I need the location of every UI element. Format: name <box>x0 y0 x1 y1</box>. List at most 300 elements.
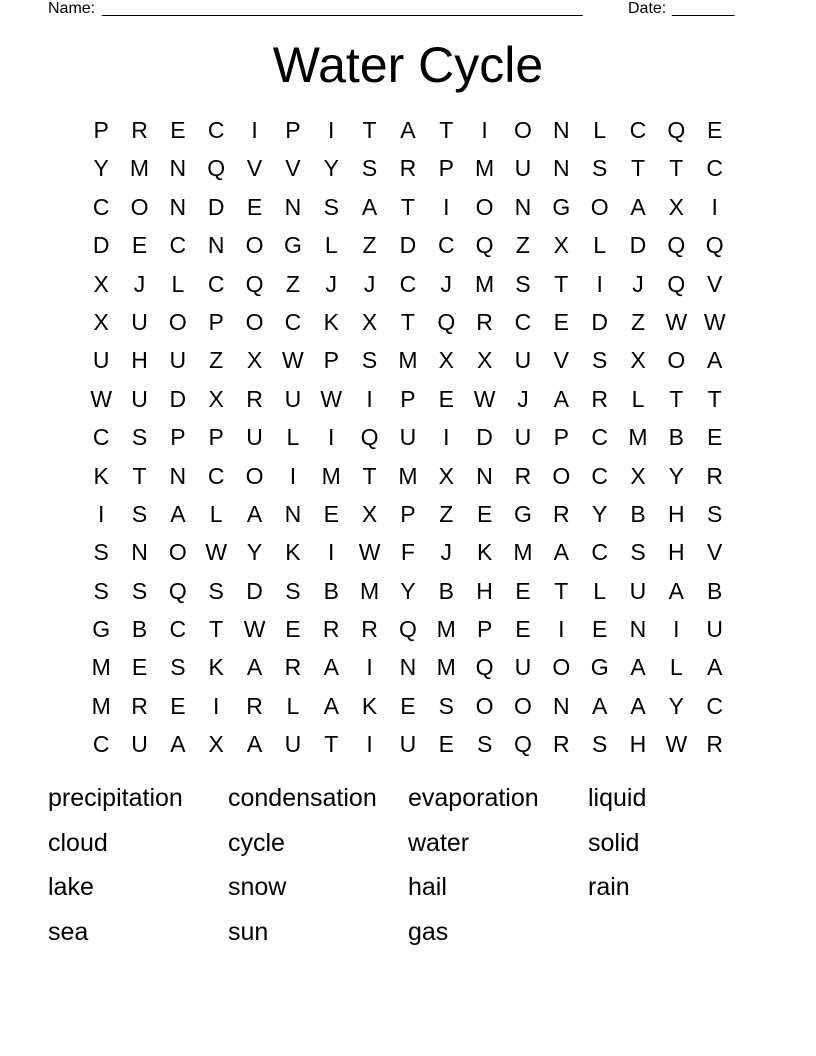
grid-letter: W <box>90 385 113 412</box>
grid-letter: W <box>665 731 688 758</box>
grid-letter: R <box>322 616 340 643</box>
grid-letter: T <box>132 462 147 489</box>
grid-letter: A <box>707 347 723 374</box>
grid-row <box>82 303 734 341</box>
grid-letter: A <box>246 654 263 681</box>
grid-letter: X <box>438 462 454 489</box>
word-bank-item: snow <box>228 873 287 901</box>
grid-letter: A <box>630 193 646 220</box>
grid-letter: R <box>591 385 608 412</box>
grid-letter: D <box>629 232 647 259</box>
grid-letter: J <box>440 270 453 297</box>
grid-letter: O <box>168 308 187 335</box>
word-bank-item: liquid <box>588 784 647 812</box>
grid-letter: R <box>552 731 570 758</box>
grid-letter: N <box>552 155 570 182</box>
grid-letter: Y <box>323 155 339 182</box>
grid-letter: Y <box>246 539 263 566</box>
grid-letter: D <box>591 308 608 335</box>
word-bank-item: gas <box>408 917 449 946</box>
grid-letter: C <box>399 270 417 297</box>
grid-letter: I <box>711 193 718 220</box>
grid-letter: L <box>286 692 300 719</box>
grid-letter: E <box>591 616 608 643</box>
grid-letter: J <box>517 385 529 412</box>
grid-letter: S <box>630 539 646 566</box>
grid-letter: X <box>361 500 378 527</box>
grid-letter: O <box>245 462 264 489</box>
grid-letter: S <box>323 193 339 220</box>
date-label: Date: <box>628 0 667 17</box>
word-bank-item: cycle <box>228 828 285 857</box>
grid-letter: E <box>707 117 723 143</box>
grid-letter: R <box>706 462 723 489</box>
grid-letter: U <box>629 577 647 604</box>
grid-letter: X <box>553 232 569 259</box>
grid-letter: M <box>398 462 418 489</box>
grid-letter: S <box>707 500 723 527</box>
grid-letter: S <box>131 424 148 451</box>
grid-letter: Q <box>667 117 686 143</box>
grid-letter: A <box>361 193 378 220</box>
grid-letter: B <box>131 616 148 643</box>
grid-letter: J <box>133 270 146 297</box>
grid-letter: L <box>593 232 607 259</box>
grid-letter: X <box>93 270 109 297</box>
grid-letter: M <box>398 347 418 374</box>
grid-letter: C <box>514 308 532 335</box>
grid-letter: N <box>284 500 302 527</box>
grid-letter: N <box>514 193 532 220</box>
grid-letter: B <box>668 424 684 451</box>
grid-letter: O <box>130 193 149 220</box>
grid-letter: M <box>475 155 495 182</box>
grid-letter: X <box>208 385 224 412</box>
grid-letter: I <box>558 616 565 643</box>
grid-letter: O <box>245 232 264 259</box>
grid-letter: B <box>630 500 646 527</box>
grid-letter: U <box>514 347 532 374</box>
grid-letter: Q <box>168 577 187 604</box>
grid-letter: P <box>93 117 109 143</box>
grid-letter: E <box>707 424 723 451</box>
word-bank-item: lake <box>48 873 94 901</box>
grid-letter: E <box>438 385 454 412</box>
grid-letter: I <box>443 193 450 220</box>
grid-letter: C <box>629 117 647 143</box>
grid-letter: X <box>208 731 224 758</box>
grid-letter: S <box>131 500 148 527</box>
grid-letter: S <box>93 539 109 566</box>
grid-letter: V <box>707 539 723 566</box>
grid-letter: U <box>131 385 148 412</box>
grid-row <box>82 648 734 686</box>
grid-letter: J <box>325 270 337 297</box>
grid-letter: X <box>668 193 684 220</box>
grid-letter: R <box>399 155 417 182</box>
grid-letter: S <box>208 577 224 604</box>
grid-letter: I <box>97 500 105 527</box>
grid-letter: P <box>553 424 569 451</box>
grid-letter: W <box>358 539 381 566</box>
grid-letter: Q <box>514 731 532 758</box>
grid-letter: T <box>630 155 646 182</box>
name-label: Name: <box>48 0 96 17</box>
grid-letter: P <box>208 308 224 335</box>
letter-grid <box>82 111 734 764</box>
grid-letter: M <box>628 424 648 451</box>
grid-letter: Y <box>93 155 109 182</box>
grid-letter: D <box>169 385 187 412</box>
grid-letter: T <box>669 155 684 182</box>
grid-letter: W <box>205 539 228 566</box>
grid-letter: M <box>436 654 456 681</box>
grid-letter: M <box>91 692 111 719</box>
grid-letter: U <box>284 731 302 758</box>
grid-letter: Z <box>515 232 530 259</box>
grid-letter: C <box>706 155 723 182</box>
grid-letter: N <box>629 616 647 643</box>
word-bank-item: hail <box>408 873 447 901</box>
grid-letter: H <box>668 500 685 527</box>
grid-letter: O <box>590 193 609 220</box>
grid-letter: A <box>630 692 646 719</box>
grid-row <box>82 495 734 533</box>
grid-letter: N <box>169 462 187 489</box>
grid-letter: O <box>667 347 686 374</box>
grid-letter: C <box>92 193 110 220</box>
grid-letter: X <box>438 347 454 374</box>
grid-letter: S <box>591 731 608 758</box>
grid-letter: U <box>131 731 148 758</box>
grid-letter: R <box>552 500 570 527</box>
grid-letter: T <box>439 117 454 143</box>
grid-letter: E <box>131 654 148 681</box>
grid-letter: G <box>514 500 532 527</box>
grid-letter: C <box>591 539 608 566</box>
grid-row <box>82 265 734 303</box>
grid-letter: C <box>207 270 225 297</box>
grid-letter: M <box>436 616 456 643</box>
grid-letter: Q <box>398 616 417 643</box>
grid-letter: L <box>171 270 185 297</box>
grid-letter: D <box>207 193 225 220</box>
name-blank: ______________________________________________________ <box>102 0 583 17</box>
grid-letter: Q <box>437 308 456 335</box>
grid-letter: O <box>552 654 571 681</box>
page-title: Water Cycle <box>272 37 544 93</box>
grid-letter: P <box>208 424 224 451</box>
grid-letter: A <box>553 539 569 566</box>
grid-letter: W <box>665 308 688 335</box>
grid-letter: H <box>131 347 148 374</box>
grid-letter: Z <box>209 347 224 374</box>
grid-letter: A <box>170 731 186 758</box>
grid-letter: N <box>399 654 417 681</box>
grid-letter: O <box>514 117 532 143</box>
grid-row <box>82 149 734 187</box>
grid-letter: N <box>552 692 570 719</box>
grid-letter: O <box>245 308 264 335</box>
grid-letter: M <box>321 462 341 489</box>
grid-letter: P <box>170 424 186 451</box>
grid-letter: Q <box>475 654 494 681</box>
grid-letter: B <box>323 577 339 604</box>
grid-letter: A <box>170 500 186 527</box>
grid-letter: R <box>246 692 263 719</box>
grid-letter: U <box>514 424 532 451</box>
grid-letter: U <box>92 347 110 374</box>
grid-letter: A <box>323 692 339 719</box>
grid-letter: T <box>400 308 415 335</box>
grid-letter: C <box>169 232 187 259</box>
grid-letter: B <box>438 577 454 604</box>
grid-letter: G <box>283 232 302 259</box>
grid-letter: Y <box>591 500 608 527</box>
grid-letter: N <box>169 193 187 220</box>
grid-letter: C <box>437 232 455 259</box>
word-bank-item: water <box>408 828 470 857</box>
grid-letter: T <box>707 385 722 412</box>
grid-letter: Q <box>207 155 226 182</box>
grid-letter: P <box>400 500 416 527</box>
grid-letter: F <box>400 539 415 566</box>
grid-letter: X <box>630 347 646 374</box>
grid-letter: R <box>131 692 148 719</box>
grid-letter: K <box>208 654 224 681</box>
grid-letter: N <box>131 539 148 566</box>
grid-letter: P <box>476 616 493 643</box>
grid-letter: L <box>631 385 645 412</box>
grid-letter: I <box>366 731 373 758</box>
grid-letter: H <box>476 577 493 604</box>
grid-letter: H <box>629 731 647 758</box>
grid-letter: M <box>475 270 495 297</box>
grid-letter: E <box>170 692 186 719</box>
grid-letter: E <box>323 500 339 527</box>
grid-letter: R <box>284 654 302 681</box>
grid-letter: R <box>361 616 378 643</box>
grid-letter: E <box>246 193 263 220</box>
grid-letter: S <box>93 577 109 604</box>
grid-letter: C <box>92 424 110 451</box>
grid-row <box>82 341 734 379</box>
grid-letter: N <box>284 193 302 220</box>
grid-letter: T <box>324 731 339 758</box>
grid-row <box>82 418 734 456</box>
grid-letter: S <box>591 347 608 374</box>
grid-letter: E <box>438 731 454 758</box>
grid-letter: K <box>285 539 301 566</box>
grid-row <box>82 725 734 763</box>
grid-letter: I <box>596 270 603 297</box>
grid-letter: D <box>246 577 263 604</box>
grid-letter: U <box>246 424 263 451</box>
grid-letter: I <box>481 117 488 143</box>
grid-letter: E <box>285 616 301 643</box>
grid-letter: I <box>443 424 450 451</box>
grid-letter: G <box>92 616 111 643</box>
grid-letter: X <box>246 347 263 374</box>
grid-letter: E <box>400 692 416 719</box>
grid-letter: R <box>514 462 532 489</box>
grid-letter: Q <box>360 424 379 451</box>
grid-letter: Y <box>668 692 684 719</box>
grid-letter: U <box>169 347 187 374</box>
grid-letter: K <box>361 692 378 719</box>
grid-letter: J <box>440 539 453 566</box>
grid-letter: A <box>591 692 608 719</box>
grid-letter: E <box>515 616 531 643</box>
grid-letter: A <box>668 577 684 604</box>
grid-letter: C <box>92 731 110 758</box>
grid-letter: U <box>706 616 723 643</box>
grid-letter: S <box>515 270 531 297</box>
grid-letter: T <box>669 385 684 412</box>
grid-letter: T <box>554 577 569 604</box>
grid-letter: E <box>131 232 148 259</box>
grid-letter: A <box>400 117 416 143</box>
grid-letter: C <box>169 616 187 643</box>
grid-letter: V <box>707 270 723 297</box>
grid-letter: M <box>91 654 111 681</box>
grid-letter: C <box>591 462 608 489</box>
grid-letter: A <box>630 654 646 681</box>
grid-letter: G <box>552 193 571 220</box>
grid-letter: Q <box>705 232 724 259</box>
grid-letter: U <box>514 654 532 681</box>
grid-letter: D <box>399 232 417 259</box>
grid-letter: Q <box>245 270 264 297</box>
grid-letter: L <box>324 232 338 259</box>
grid-letter: E <box>553 308 569 335</box>
grid-letter: V <box>246 155 263 182</box>
grid-row <box>82 572 734 610</box>
grid-letter: O <box>168 539 187 566</box>
grid-letter: T <box>209 616 224 643</box>
grid-letter: I <box>366 654 373 681</box>
word-bank-item: solid <box>588 828 640 857</box>
grid-letter: J <box>363 270 376 297</box>
grid-letter: C <box>207 462 225 489</box>
grid-letter: C <box>207 117 225 143</box>
grid-letter: T <box>554 270 569 297</box>
grid-letter: Q <box>667 232 686 259</box>
grid-row <box>82 380 734 418</box>
grid-row <box>82 687 734 725</box>
grid-letter: Z <box>285 270 300 297</box>
grid-letter: W <box>473 385 496 412</box>
grid-letter: U <box>514 155 532 182</box>
grid-letter: B <box>707 577 723 604</box>
grid-letter: S <box>476 731 493 758</box>
grid-letter: L <box>593 577 607 604</box>
grid-letter: R <box>476 308 493 335</box>
grid-letter: I <box>673 616 680 643</box>
grid-letter: L <box>669 654 683 681</box>
grid-letter: H <box>668 539 685 566</box>
grid-letter: I <box>251 117 258 143</box>
grid-letter: U <box>131 308 148 335</box>
grid-letter: E <box>515 577 531 604</box>
grid-letter: P <box>285 117 301 143</box>
grid-letter: I <box>289 462 297 489</box>
grid-row <box>82 188 734 226</box>
grid-letter: W <box>282 347 304 374</box>
grid-letter: A <box>323 654 339 681</box>
grid-letter: O <box>475 193 494 220</box>
word-bank-item: cloud <box>48 828 108 857</box>
grid-letter: A <box>707 654 723 681</box>
grid-letter: S <box>591 155 608 182</box>
grid-letter: Q <box>475 232 494 259</box>
grid-letter: N <box>207 232 225 259</box>
word-bank-item: precipitation <box>48 784 183 812</box>
grid-letter: I <box>328 117 335 143</box>
grid-letter: U <box>399 731 417 758</box>
grid-letter: I <box>366 385 373 412</box>
grid-letter: L <box>209 500 223 527</box>
grid-letter: I <box>328 424 335 451</box>
grid-letter: X <box>93 308 109 335</box>
grid-letter: C <box>591 424 608 451</box>
grid-letter: I <box>328 539 335 566</box>
grid-row <box>82 111 734 149</box>
grid-row <box>82 533 734 571</box>
grid-letter: Q <box>667 270 686 297</box>
grid-letter: C <box>284 308 302 335</box>
grid-letter: W <box>703 308 726 335</box>
grid-letter: O <box>514 692 532 719</box>
grid-letter: A <box>246 500 263 527</box>
grid-letter: T <box>362 462 377 489</box>
grid-letter: S <box>285 577 301 604</box>
word-bank-item: sea <box>48 917 89 946</box>
grid-letter: U <box>399 424 417 451</box>
grid-letter: S <box>438 692 454 719</box>
grid-letter: S <box>131 577 148 604</box>
grid-row <box>82 226 734 264</box>
grid-letter: N <box>476 462 493 489</box>
grid-letter: M <box>359 577 380 604</box>
grid-letter: V <box>553 347 569 374</box>
grid-letter: P <box>323 347 339 374</box>
word-bank-item: condensation <box>228 784 377 812</box>
header-line <box>48 0 748 20</box>
grid-letter: S <box>170 654 186 681</box>
grid-row <box>82 610 734 648</box>
word-bank-item: rain <box>588 873 630 901</box>
grid-letter: L <box>593 117 607 143</box>
grid-letter: A <box>553 385 569 412</box>
grid-letter: Y <box>400 577 416 604</box>
grid-letter: N <box>552 117 570 143</box>
grid-letter: L <box>286 424 300 451</box>
grid-letter: Y <box>668 462 684 489</box>
word-bank <box>48 778 768 956</box>
grid-letter: M <box>513 539 533 566</box>
grid-letter: E <box>476 500 493 527</box>
grid-letter: Z <box>630 308 646 335</box>
word-bank-item: evaporation <box>408 784 539 812</box>
grid-letter: E <box>170 117 186 143</box>
grid-letter: Z <box>439 500 454 527</box>
word-bank-item: sun <box>228 917 269 946</box>
grid-letter: T <box>400 193 415 220</box>
grid-letter: X <box>476 347 493 374</box>
grid-letter: K <box>323 308 339 335</box>
grid-letter: X <box>630 462 646 489</box>
